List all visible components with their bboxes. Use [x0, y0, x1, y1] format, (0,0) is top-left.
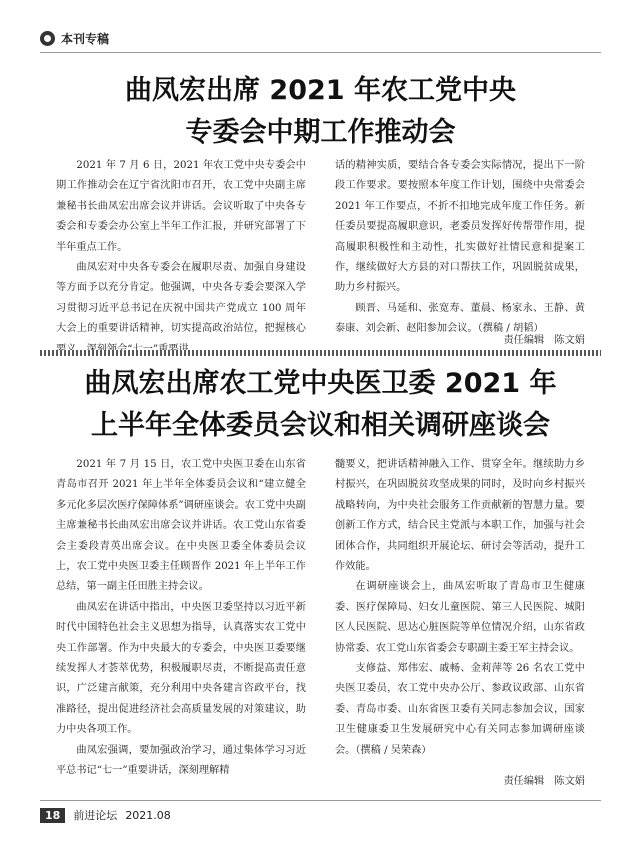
article2-col2	[335, 455, 585, 782]
article1-body	[56, 156, 585, 360]
paragraph: 曲凤宏在讲话中指出，中央医卫委坚持以习近平新时代中国特色社会主义思想为指导，认真落实农工党中央工作部署。作为中央最大的专委会，中央医卫委要继续发挥人才荟萃优势，积极履职尽责，不断提高责任意识，广泛建言献策，充分利用中央各建言咨政平台，找准路径，提出促进经济社会高质量发展的对策建议，助力中央各项工作。	[56, 601, 306, 736]
footer-rule	[40, 800, 601, 801]
paragraph: 曲凤宏强调，要加强政治学习，通过集体学习习近平总书记“七一”重要讲话，深刻理解精	[56, 744, 306, 777]
issue-number: 2021.08	[125, 808, 171, 822]
paragraph: 支修益、郑伟宏、戚畅、金莉萍等 26 名农工党中央医卫委员，农工党中央办公厅、参政议政部、山东省委、青岛市委、山东省医卫委有关同志参加会议，国家卫生健康委卫生发展研究中心有关同志参加调研座谈会。（撰稿 / 吴荣森）	[335, 663, 585, 756]
page-footer	[40, 807, 171, 823]
article1-col2	[335, 156, 585, 360]
article2-body	[56, 455, 585, 782]
article1-editor: 责任编辑 陈文娟	[503, 335, 585, 346]
article1-title-line2: 专委会中期工作推动会	[185, 117, 456, 148]
paragraph: 顾晋、马延和、张宽寿、董晨、杨家永、王静、黄泰康、刘会新、赵阳参加会议。（撰稿 / 胡韬）	[335, 302, 585, 335]
page-number: 18	[40, 808, 65, 823]
article2-editor: 责任编辑 陈文娟	[503, 776, 585, 787]
paragraph: 在调研座谈会上，曲凤宏听取了青岛市卫生健康委、医疗保障局、妇女儿童医院、第三人民医院、城阳区人民医院、思达心脏医院等单位情况介绍，山东省政协常委、农工党山东省委会专职副主委王军主持会议。	[335, 581, 585, 654]
paragraph: 曲凤宏对中央各专委会在履职尽责、加强自身建设等方面予以充分肯定。他强调，中央各专委会要深入学习贯彻习近平总书记在庆祝中国共产党成立 100 周年大会上的重要讲话精神，切实提高政治站位，把握核心	[56, 262, 306, 335]
article-divider	[40, 350, 601, 356]
circle-logo-icon	[40, 31, 55, 46]
section-label: 本刊专稿	[61, 32, 110, 46]
page-header	[40, 30, 109, 47]
paragraph: 2021 年 7 月 6 日，2021 年农工党中央专委会中期工作推动会在辽宁省沈阳市召开，农工党中央副主席兼秘书长曲凤宏出席会议并讲话。会议听取了中央各专委会和专委会办公室上半年工作汇报，并研究部署了下半年重点工作。	[56, 160, 306, 253]
article1-col1	[56, 156, 306, 360]
journal-name: 前进论坛	[73, 809, 118, 822]
article2-title	[40, 363, 601, 447]
article2-col1	[56, 455, 306, 782]
article2-title-line1: 曲凤宏出席农工党中央医卫委 2021 年	[84, 368, 557, 399]
header-rule	[40, 52, 601, 53]
article1-title	[40, 70, 601, 154]
article2-title-line2: 上半年全体委员会议和相关调研座谈会	[91, 410, 550, 441]
paragraph: 2021 年 7 月 15 日，农工党中央医卫委在山东省青岛市召开 2021 年上半年全体委员会议和“建立健全多元化多层次医疗保障体系”调研座谈会。农工党中央副主席兼秘书长曲凤宏出席会议并讲话。农工党山东省委会主委段青英出席会议。在中央医卫委全体委员会议上，农工党中央医卫委主任顾晋作 2021 年上半年工作总结，第一副主任田胜主持会议。	[56, 459, 306, 593]
article1-title-line1: 曲凤宏出席 2021 年农工党中央	[125, 75, 516, 106]
paragraph: 话的精神实质，要结合各专委会实际情况，提出下一阶段工作要求。要按照本年度工作计划，围绕中央常委会 2021 年工作要点，不折不扣地完成年度工作任务。新任委员要提高履职意识，老委员发挥好传帮带作用，提高履职积极性和主动性，扎实做好社情民意和提案工作，继续做好大方县的对口帮扶工作，巩固脱贫成果，助力乡村振兴。	[335, 160, 585, 294]
paragraph: 髓要义，把讲话精神融入工作、贯穿全年。继续助力乡村振兴，在巩固脱贫攻坚成果的同时，及时向乡村振兴战略转向，为中央社会服务工作贡献新的智慧力量。要创新工作方式，结合民主党派与本职工作，加强与社会团体合作，共同组织开展论坛、研讨会等活动，提升工作效能。	[335, 459, 585, 573]
